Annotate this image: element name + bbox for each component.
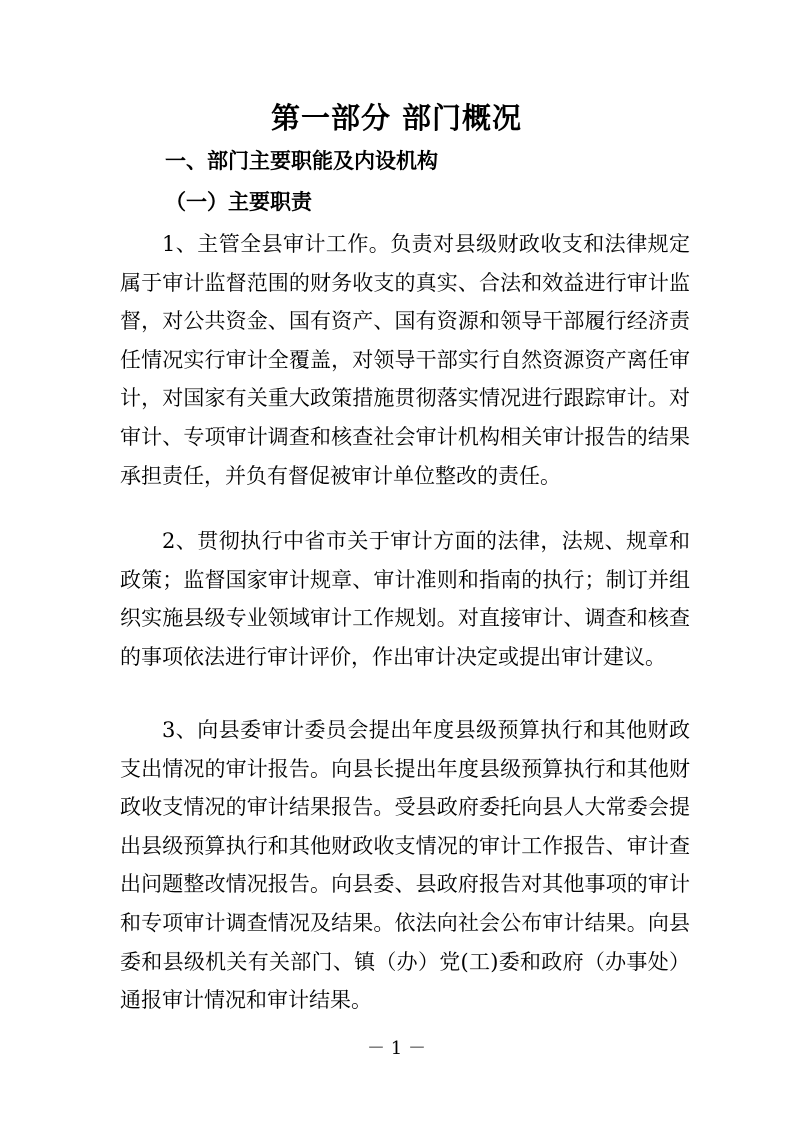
paragraph-duty-3: 3、向县委审计委员会提出年度县级预算执行和其他财政支出情况的审计报告。向县长提出年度县级预算执行和其他财政收支情况的审计结果报告。受县政府委托向县人大常委会提出县级预算执行和其他财政收支情况的审计工作报告、审计查出问题整改情况报告。向县委、县政府报告对其他事项的审计和专项审计调查情况及结果。依法向社会公布审计结果。向县委和县级机关有关部门、镇（办）党(工)委和政府（办事处）通报审计情况和审计结果。 — [120, 718, 690, 1013]
page-number: － 1 － — [367, 1038, 426, 1059]
paragraph-duty-1: 1、主管全县审计工作。负责对县级财政收支和法律规定属于审计监督范围的财务收支的真实、合法和效益进行审计监督，对公共资金、国有资产、国有资源和领导干部履行经济责任情况实行审计全覆盖，对领导干部实行自然资源资产离任审计，对国家有关重大政策措施贯彻落实情况进行跟踪审计。对审计、专项审计调查和核查社会审计机构相关审计报告的结果承担责任，并负有督促被审计单位整改的责任。 — [120, 232, 690, 488]
paragraph-duty-2: 2、贯彻执行中省市关于审计方面的法律，法规、规章和政策；监督国家审计规章、审计准则和指南的执行；制订并组织实施县级专业领域审计工作规划。对直接审计、调查和核查的事项依法进行审计评价，作出审计决定或提出审计建议。 — [120, 529, 690, 669]
section-heading: 一、部门主要职能及内设机构 — [165, 149, 438, 173]
page-title: 第一部分 部门概况 — [270, 101, 523, 135]
subsection-heading: （一）主要职责 — [165, 189, 312, 214]
